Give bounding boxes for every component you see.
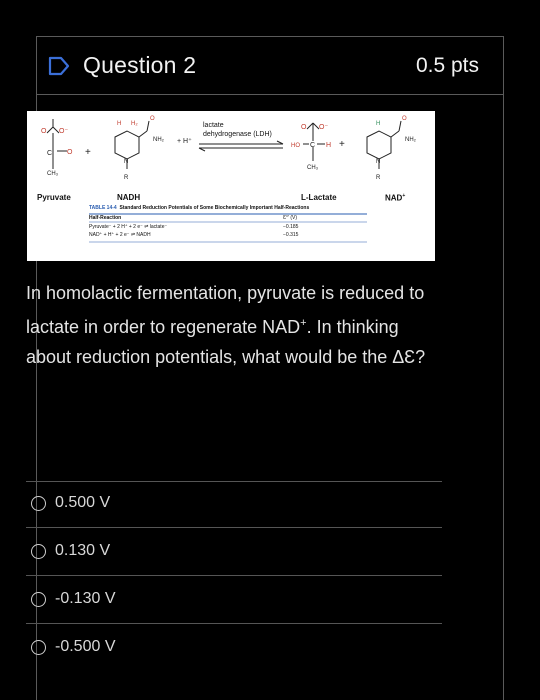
svg-text:H: H (326, 142, 332, 149)
svg-text:NH₂: NH₂ (153, 137, 164, 143)
svg-text:NH₂: NH₂ (405, 137, 416, 143)
answer-divider (26, 575, 442, 576)
table-row-reaction: Pyruvate⁻ + 2 H⁺ + 2 e⁻ ⇌ lactate⁻ (89, 224, 168, 230)
table-row-reaction: NAD⁺ + H⁺ + 2 e⁻ ⇌ NADH (89, 232, 151, 238)
answer-label: -0.500 V (55, 638, 116, 655)
question-header (37, 37, 503, 95)
table-row-potential: −0.185 (283, 224, 299, 230)
answer-option[interactable] (31, 540, 110, 562)
enzyme-label-line1: lactate (203, 122, 224, 129)
svg-text:C: C (47, 150, 53, 157)
svg-text:H: H (117, 121, 122, 127)
radio-button[interactable] (31, 640, 46, 655)
table-col-potential: Ɛ°′ (V) (283, 215, 298, 221)
answer-divider (26, 623, 442, 624)
svg-text:HO: HO (291, 143, 300, 149)
table-caption: TABLE 14-4 Standard Reduction Potentials of Some Biochemically Important Half-Reactions (89, 205, 310, 211)
reaction-figure (27, 111, 435, 261)
answer-label: -0.130 V (55, 590, 116, 607)
svg-text:O: O (41, 128, 47, 135)
nad-label: NAD+ (385, 193, 406, 203)
answer-divider (26, 527, 442, 528)
svg-text:O: O (402, 116, 407, 122)
pyruvate-label: Pyruvate (37, 193, 71, 202)
svg-text:CH₃: CH₃ (307, 165, 319, 171)
enzyme-label-line2: dehydrogenase (LDH) (203, 131, 272, 138)
svg-text:R: R (124, 175, 129, 181)
radio-button[interactable] (31, 496, 46, 511)
radio-button[interactable] (31, 544, 46, 559)
radio-button[interactable] (31, 592, 46, 607)
svg-text:H: H (376, 121, 381, 127)
table-col-reaction: Half-Reaction (89, 215, 122, 221)
svg-text:O: O (67, 149, 73, 156)
question-points: 0.5 pts (415, 53, 479, 77)
question-text: In homolactic fermentation, pyruvate is reduced to lactate in order to regenerate NAD+. In thinking about reduction potentials, what would be the ΔƐ? (26, 283, 426, 367)
plus-h-label: + H⁺ (177, 138, 192, 145)
question-title: Question 2 (83, 52, 197, 78)
answer-option[interactable] (31, 588, 115, 610)
flag-outline-icon[interactable] (47, 55, 73, 77)
svg-text:H₂: H₂ (131, 121, 138, 127)
svg-text:R: R (376, 175, 381, 181)
answer-option[interactable] (31, 492, 110, 514)
svg-text:N: N (376, 159, 381, 165)
answer-divider (26, 481, 442, 482)
svg-text:O: O (301, 124, 307, 131)
table-row-potential: −0.315 (283, 232, 299, 238)
svg-text:O: O (150, 116, 155, 122)
svg-text:CH₃: CH₃ (47, 171, 59, 177)
svg-text:O⁻: O⁻ (319, 124, 329, 131)
answer-option[interactable] (31, 636, 115, 658)
svg-text:+: + (339, 139, 345, 150)
answer-label: 0.130 V (55, 542, 111, 559)
nadh-label: NADH (117, 193, 141, 202)
svg-text:N: N (124, 159, 129, 165)
svg-text:C: C (310, 142, 316, 149)
answer-label: 0.500 V (55, 494, 111, 511)
svg-text:+: + (85, 147, 91, 158)
lactate-label: L-Lactate (301, 193, 337, 202)
svg-text:O⁻: O⁻ (59, 128, 69, 135)
